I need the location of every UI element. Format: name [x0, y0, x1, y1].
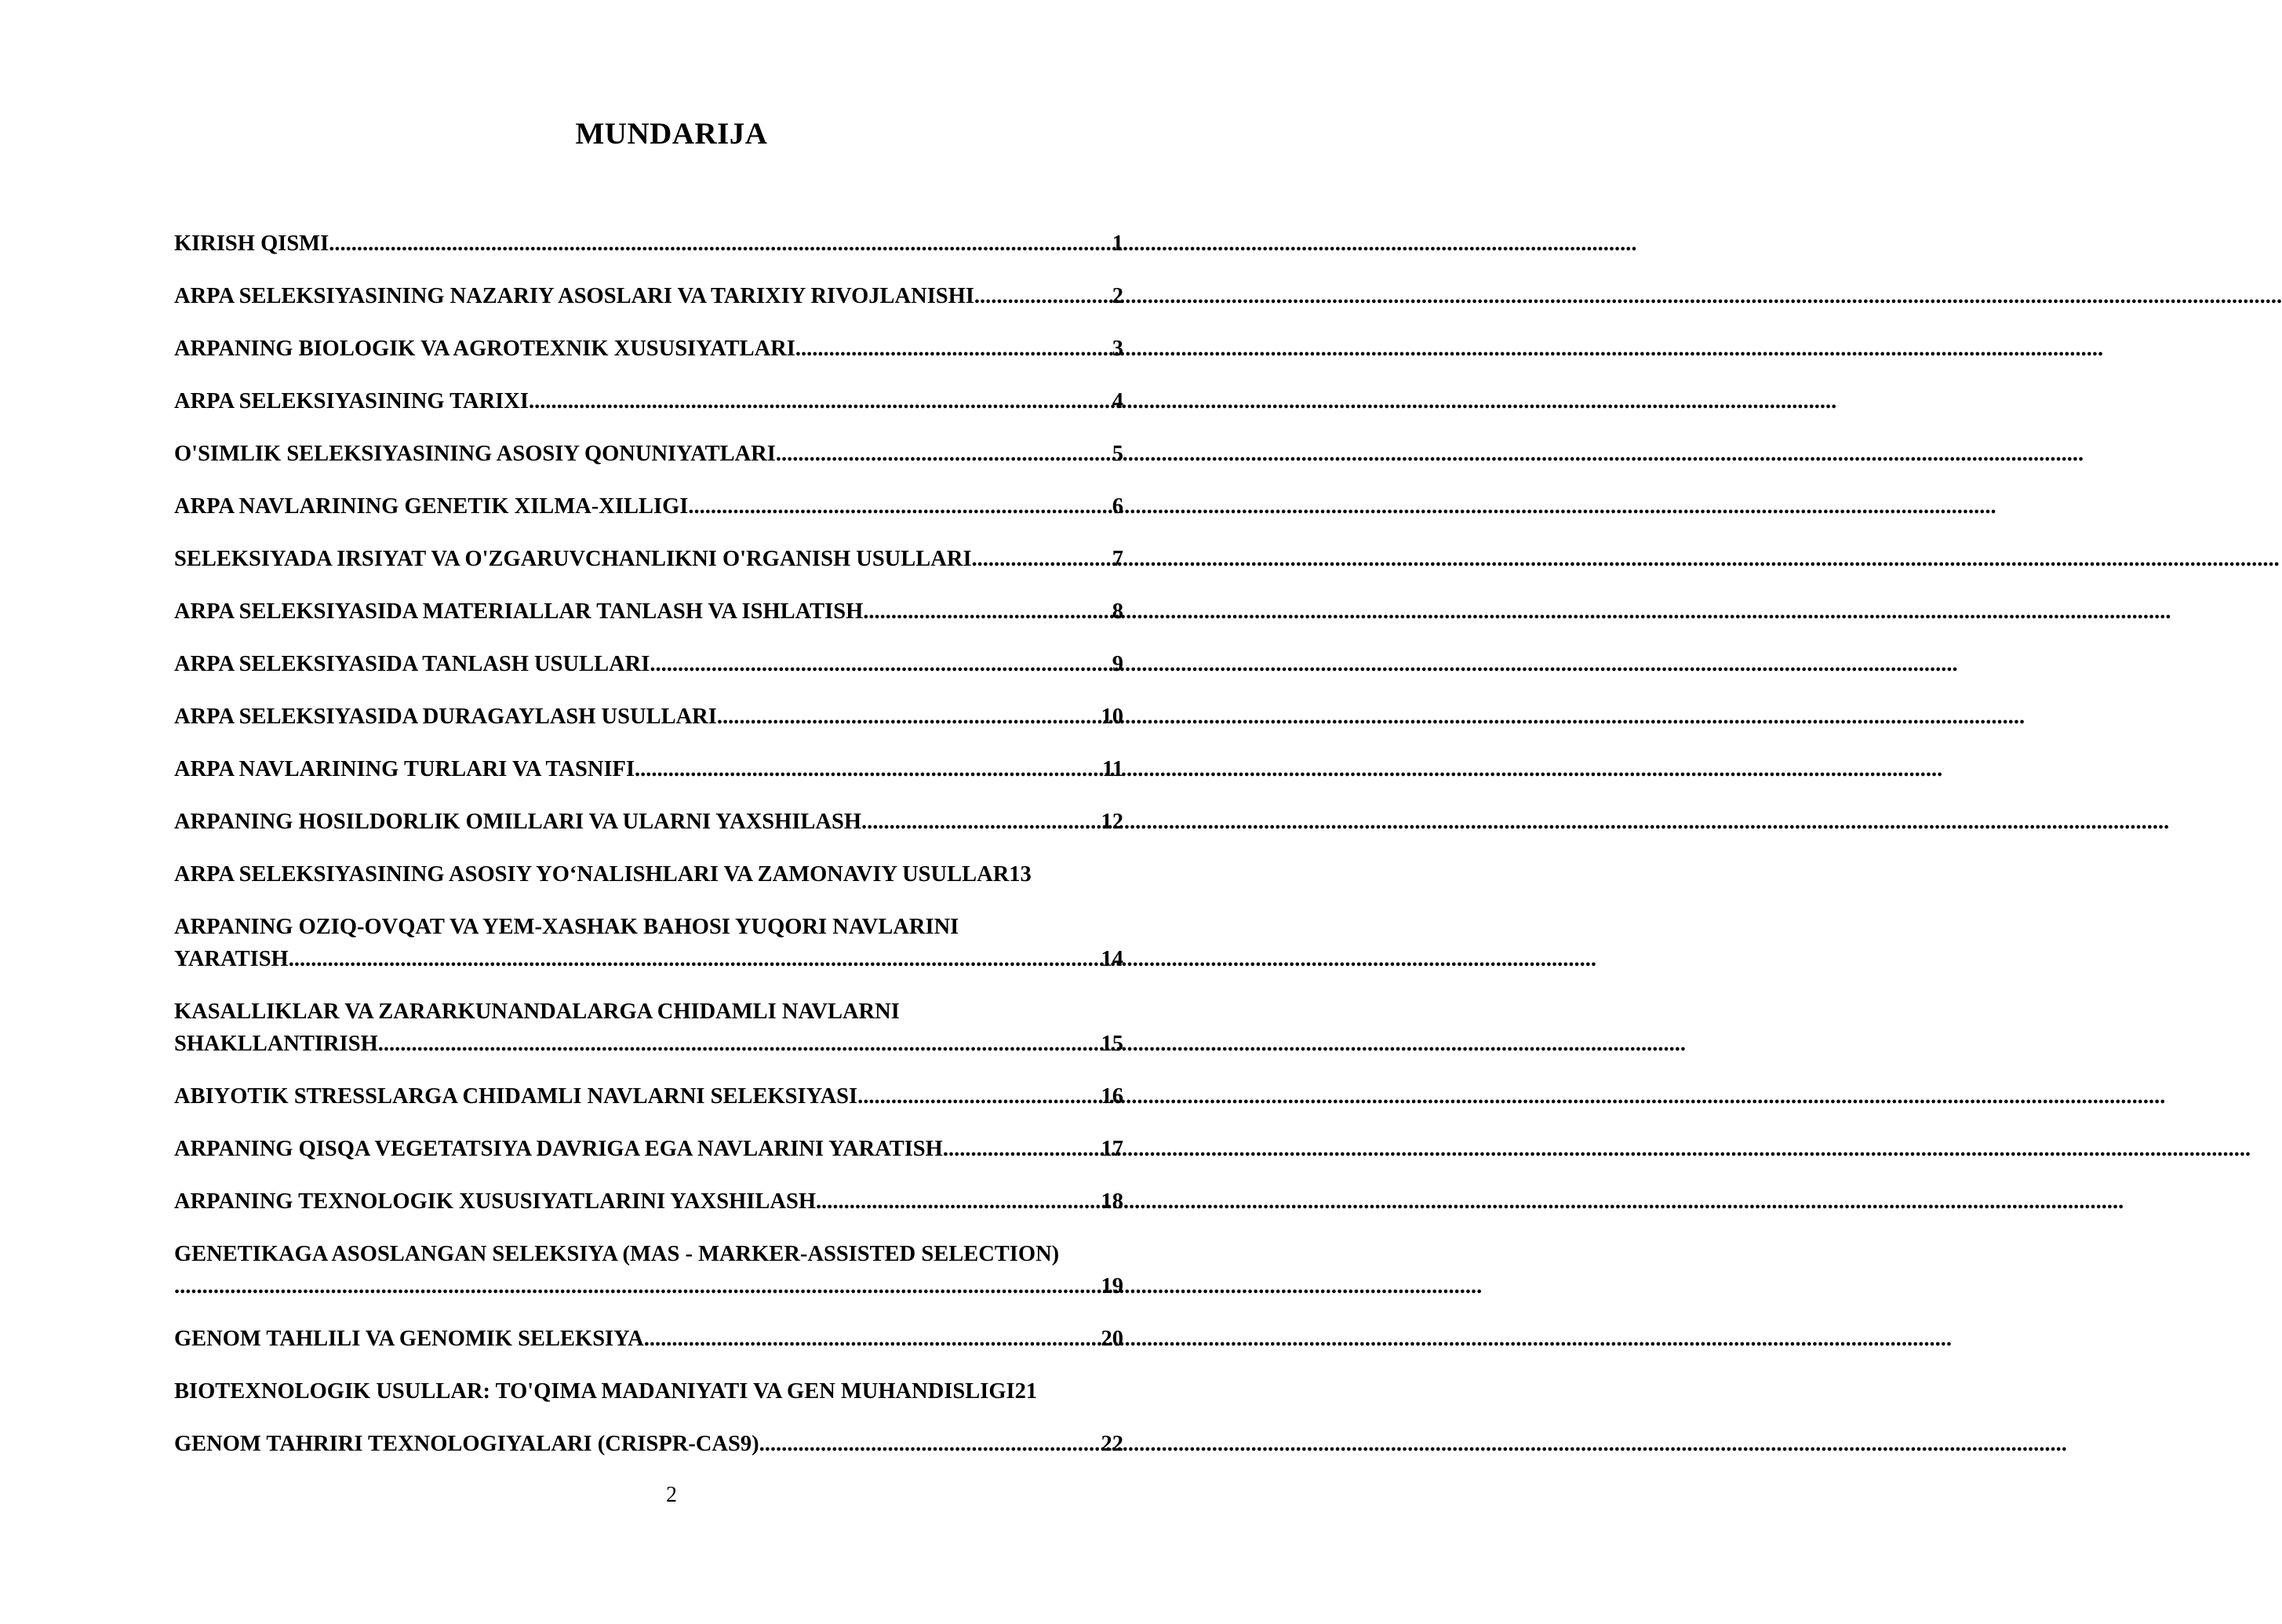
dot-leader — [816, 1185, 1101, 1218]
toc-entry[interactable] — [174, 996, 1123, 1060]
toc-entry-page: 13 — [1009, 862, 1032, 887]
toc-entry-label: SELEKSIYADA IRSIYAT VA O'ZGARUVCHANLIKNI O'RGANISH USULLARI — [174, 547, 972, 571]
toc-entry-label-line2: SHAKLLANTIRISH — [174, 1032, 378, 1056]
toc-entry-label: ARPA SELEKSIYASIDA MATERIALLAR TANLASH VA ISHLATISH — [174, 599, 864, 624]
toc-entry[interactable] — [174, 806, 1123, 838]
toc-entry-label: ARPA SELEKSIYASINING ASOSIY YO‘NALISHLARI VA ZAMONAVIY USULLAR — [174, 862, 1010, 887]
toc-entry-label-line1: ARPANING OZIQ-OVQAT VA YEM-XASHAK BAHOSI YUQORI NAVLARINI — [174, 915, 959, 939]
toc-entry-label: ABIYOTIK STRESSLARGA CHIDAMLI NAVLARNI SELEKSIYASI — [174, 1084, 858, 1109]
toc-entry-label: ARPA NAVLARINING GENETIK XILMA-XILLIGI — [174, 494, 689, 519]
dot-leader — [759, 1428, 1101, 1460]
toc-entry[interactable] — [174, 543, 1123, 575]
toc-entry-label: ARPA SELEKSIYASINING TARIXI — [174, 389, 529, 413]
toc-entry[interactable] — [174, 858, 1123, 890]
toc-entry-page: 11 — [1102, 757, 1123, 781]
dot-leader — [329, 228, 1112, 260]
dot-leader — [635, 753, 1102, 785]
toc-entry-label: ARPA SELEKSIYASINING NAZARIY ASOSLARI VA TARIXIY RIVOJLANISHI — [174, 284, 974, 308]
toc-entry-page: 7 — [1112, 547, 1123, 571]
dot-leader — [943, 1133, 1101, 1165]
page-number: 2 — [666, 1483, 677, 1507]
toc-entry-label-line1: KASALLIKLAR VA ZARARKUNANDALARGA CHIDAMLI NAVLARNI — [174, 1000, 900, 1024]
dot-leader — [650, 648, 1112, 680]
toc-entry-label: ARPA SELEKSIYASIDA DURAGAYLASH USULLARI — [174, 705, 717, 729]
toc-entry-label: ARPA SELEKSIYASIDA TANLASH USULLARI — [174, 652, 650, 676]
dot-leader — [863, 595, 1112, 628]
toc-entry[interactable] — [174, 1133, 1123, 1165]
toc-entry-page: 3 — [1112, 337, 1123, 361]
toc-entry-page: 6 — [1112, 494, 1123, 519]
toc-entry-label-line2: YARATISH — [174, 947, 289, 971]
toc-entry[interactable] — [174, 280, 1123, 312]
toc-entry[interactable] — [174, 1185, 1123, 1218]
toc-entry-page: 8 — [1112, 599, 1123, 624]
toc-entry-page: 12 — [1101, 810, 1123, 834]
toc-entry-label: KIRISH QISMI — [174, 231, 329, 256]
toc-entry-page: 17 — [1101, 1137, 1123, 1161]
toc-entry[interactable] — [174, 1375, 1123, 1407]
toc-entry-line2 — [174, 1028, 1123, 1060]
toc-entry-page: 9 — [1112, 652, 1123, 676]
toc-entry-page: 1 — [1112, 231, 1123, 256]
dot-leader — [857, 1080, 1101, 1112]
toc-entry[interactable] — [174, 701, 1123, 733]
toc-entry-label: BIOTEXNOLOGIK USULLAR: TO'QIMA MADANIYATI VA GEN MUHANDISLIGI — [174, 1379, 1015, 1404]
dot-leader — [972, 543, 1112, 575]
dot-leader — [289, 943, 1101, 975]
toc-entry[interactable] — [174, 1323, 1123, 1355]
toc-entry-label: GENOM TAHLILI VA GENOMIK SELEKSIYA — [174, 1327, 644, 1351]
toc-entry[interactable] — [174, 911, 1123, 975]
toc-entry-label: ARPANING HOSILDORLIK OMILLARI VA ULARNI YAXSHILASH — [174, 810, 862, 834]
dot-leader — [688, 490, 1112, 523]
toc-entry-page: 16 — [1101, 1084, 1123, 1109]
toc-entry-page: 14 — [1101, 947, 1123, 971]
table-of-contents — [174, 228, 1123, 1480]
toc-entry-page: 10 — [1101, 705, 1123, 729]
toc-entry[interactable] — [174, 1428, 1123, 1460]
dot-leader — [529, 385, 1112, 417]
toc-entry[interactable] — [174, 595, 1123, 628]
toc-entry[interactable] — [174, 1080, 1123, 1112]
toc-entry-label: ARPANING BIOLOGIK VA AGROTEXNIK XUSUSIYATLARI — [174, 337, 795, 361]
dot-leader — [795, 333, 1112, 365]
toc-entry-label: GENOM TAHRIRI TEXNOLOGIYALARI (CRISPR-CAS9) — [174, 1432, 759, 1456]
toc-entry-page: 5 — [1112, 442, 1123, 466]
dot-leader — [378, 1028, 1101, 1060]
dot-leader — [717, 701, 1101, 733]
toc-entry[interactable] — [174, 333, 1123, 365]
toc-entry[interactable] — [174, 228, 1123, 260]
toc-entry-label: O'SIMLIK SELEKSIYASINING ASOSIY QONUNIYATLARI — [174, 442, 776, 466]
toc-entry-page: 18 — [1101, 1189, 1123, 1214]
toc-entry-page: 15 — [1101, 1032, 1123, 1056]
toc-entry-page: 21 — [1014, 1379, 1038, 1404]
dot-leader — [174, 1270, 1101, 1302]
toc-entry-label: ARPANING TEXNOLOGIK XUSUSIYATLARINI YAXSHILASH — [174, 1189, 816, 1214]
dot-leader — [861, 806, 1101, 838]
toc-entry-label: ARPA NAVLARINING TURLARI VA TASNIFI — [174, 757, 635, 781]
toc-entry-label-line1: GENETIKAGA ASOSLANGAN SELEKSIYA (MAS - MARKER-ASSISTED SELECTION) — [174, 1242, 1060, 1266]
dot-leader — [974, 280, 1112, 312]
toc-entry-page: 4 — [1112, 389, 1123, 413]
toc-entry-page: 22 — [1101, 1432, 1123, 1456]
toc-entry[interactable] — [174, 490, 1123, 523]
toc-entry[interactable] — [174, 385, 1123, 417]
toc-entry[interactable] — [174, 1238, 1123, 1302]
toc-entry-page: 20 — [1101, 1327, 1123, 1351]
dot-leader — [776, 438, 1112, 470]
page-title: MUNDARIJA — [575, 117, 768, 151]
toc-entry-page: 19 — [1101, 1274, 1123, 1298]
toc-entry-line2 — [174, 1270, 1123, 1302]
dot-leader — [644, 1323, 1101, 1355]
toc-entry-page: 2 — [1112, 284, 1123, 308]
toc-entry-line2 — [174, 943, 1123, 975]
toc-entry[interactable] — [174, 753, 1123, 785]
toc-entry[interactable] — [174, 438, 1123, 470]
toc-entry-label: ARPANING QISQA VEGETATSIYA DAVRIGA EGA NAVLARINI YARATISH — [174, 1137, 943, 1161]
toc-entry[interactable] — [174, 648, 1123, 680]
